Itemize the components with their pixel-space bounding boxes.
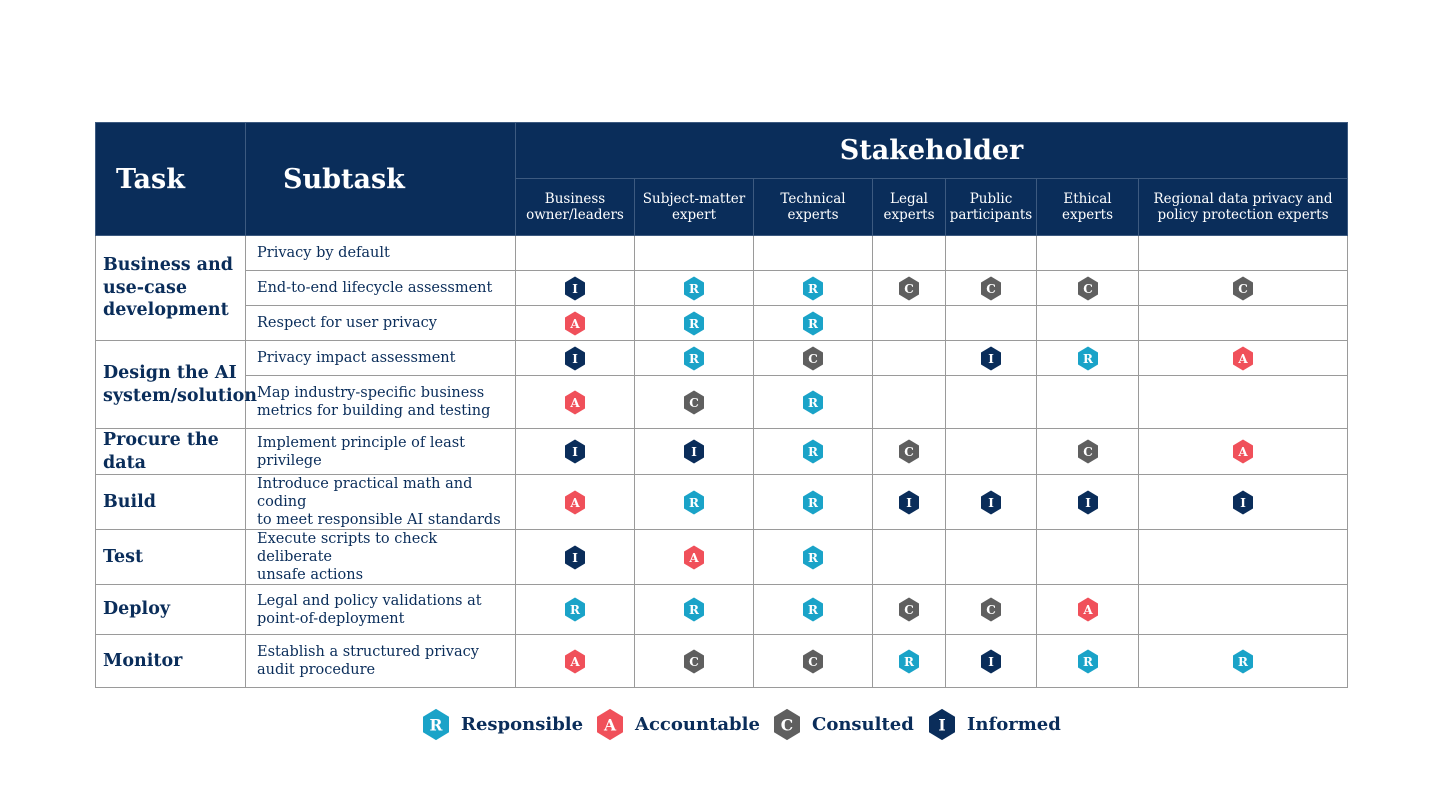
informed-hex-icon [981,649,1001,674]
informed-hex-icon [684,439,704,464]
raci-cell [635,236,754,271]
responsible-hex-icon [1078,346,1098,371]
consulted-hex-icon [774,708,800,741]
text-line: Privacy by default [257,245,390,261]
raci-cell [516,530,635,585]
raci-cell [946,429,1037,475]
svg-text:C: C [780,714,794,734]
raci-cell [754,306,873,341]
accountable-hex-icon [565,311,585,336]
raci-cell [873,341,946,376]
raci-cell [873,271,946,306]
raci-cell [516,341,635,376]
text-line: Design the AI [103,363,237,383]
raci-cell [1139,635,1348,688]
task-cell [96,585,246,635]
text-line: Public [969,191,1013,207]
raci-cell [873,376,946,429]
accountable-hex-icon [597,708,623,741]
stakeholder-column-header [946,179,1037,236]
raci-cell [1139,341,1348,376]
raci-cell [1037,475,1139,530]
text-line: owner/leaders [526,207,624,223]
subtask-cell [246,429,516,475]
svg-text:R: R [808,550,818,565]
raci-cell [1037,341,1139,376]
text-line: Map industry-specific business [257,385,485,401]
raci-cell [946,341,1037,376]
svg-text:R: R [429,714,443,734]
raci-cell [873,429,946,475]
raci-cell [516,376,635,429]
text-line: Regional data privacy and [1153,191,1333,207]
svg-text:C: C [986,281,996,296]
svg-text:R: R [689,603,699,618]
svg-text:I: I [572,281,578,296]
responsible-hex-icon [803,490,823,515]
text-line: Implement principle of least privilege [257,434,465,469]
text-line: unsafe actions [257,567,364,583]
svg-text:R: R [808,395,818,410]
raci-cell [754,635,873,688]
raci-cell [946,236,1037,271]
svg-text:R: R [689,316,699,331]
informed-hex-icon [565,276,585,301]
svg-text:R: R [1082,654,1093,669]
text-line: Respect for user privacy [257,315,437,331]
stakeholder-column-header [635,179,754,236]
legend-item [423,705,583,743]
svg-text:I: I [906,495,912,510]
svg-text:C: C [808,351,818,366]
table-row [96,236,1348,271]
subtask-cell [246,306,516,341]
stakeholder-column-header [873,179,946,236]
legend-label: Consulted [812,713,914,735]
text-line: Execute scripts to check deliberate [257,531,438,565]
raci-cell [1037,236,1139,271]
text-line: Test [103,546,144,567]
svg-text:A: A [570,316,580,331]
informed-hex-icon [1078,490,1098,515]
svg-text:C: C [1082,281,1093,296]
raci-cell [516,429,635,475]
svg-text:R: R [808,281,818,296]
raci-cell [1139,376,1348,429]
raci-cell [635,429,754,475]
svg-text:R: R [808,316,818,331]
raci-cell [635,475,754,530]
svg-text:I: I [572,351,578,366]
svg-text:C: C [904,603,914,618]
raci-cell [873,530,946,585]
subtask-cell [246,271,516,306]
svg-text:R: R [570,603,580,618]
raci-cell [754,585,873,635]
text-line: End-to-end lifecycle assessment [257,280,493,296]
consulted-hex-icon [803,649,823,674]
raci-cell [1037,530,1139,585]
svg-text:I: I [572,445,578,460]
task-cell [96,475,246,530]
stakeholder-column-header [1139,179,1348,236]
raci-cell [946,271,1037,306]
text-line: system/solution [103,385,258,406]
svg-text:A: A [570,395,580,410]
accountable-hex-icon [1233,439,1253,464]
responsible-hex-icon [1078,649,1098,674]
subtask-cell [246,475,516,530]
svg-text:C: C [1082,445,1093,460]
accountable-hex-icon [565,649,585,674]
raci-cell [516,306,635,341]
responsible-hex-icon [684,311,704,336]
text-line: policy protection experts [1157,207,1329,223]
legend-label: Responsible [461,713,584,735]
consulted-hex-icon [684,649,704,674]
header-subtask: Subtask [246,123,516,236]
table-row [96,635,1348,688]
svg-text:C: C [1238,281,1248,296]
raci-matrix-table [95,122,1348,688]
consulted-hex-icon [981,597,1001,622]
text-line: development [103,300,229,321]
header-task: Task [96,123,246,236]
svg-text:C: C [808,654,818,669]
raci-cell [1139,475,1348,530]
text-line: participants [949,207,1033,223]
table-row [96,585,1348,635]
raci-cell [873,236,946,271]
legend-item [597,705,760,743]
svg-text:R: R [689,495,699,510]
legend-item [774,705,914,743]
svg-text:C: C [904,281,914,296]
raci-cell [946,376,1037,429]
text-line: Monitor [103,650,183,671]
text-line: Business and [103,255,233,276]
svg-text:R: R [689,351,699,366]
text-line: use-case [103,277,187,298]
subtask-cell [246,376,516,429]
svg-text:I: I [938,714,946,734]
raci-cell [754,341,873,376]
text-line: Technical experts [780,191,846,223]
text-line: Deploy [103,599,171,620]
svg-text:R: R [808,445,818,460]
consulted-hex-icon [1078,439,1098,464]
raci-cell [1037,306,1139,341]
table-row [96,376,1348,429]
responsible-hex-icon [684,490,704,515]
informed-hex-icon [1233,490,1253,515]
responsible-hex-icon [1233,649,1253,674]
raci-cell [635,530,754,585]
svg-text:A: A [1082,603,1093,618]
subtask-cell [246,341,516,376]
svg-text:A: A [570,654,580,669]
informed-hex-icon [565,439,585,464]
raci-cell [1037,271,1139,306]
consulted-hex-icon [803,346,823,371]
table-row [96,475,1348,530]
raci-cell [1139,271,1348,306]
responsible-hex-icon [803,276,823,301]
text-line: experts [883,207,935,223]
svg-text:R: R [904,654,914,669]
svg-text:R: R [808,603,818,618]
raci-cell [1139,306,1348,341]
svg-text:A: A [603,714,617,734]
raci-cell [754,530,873,585]
svg-text:C: C [689,395,699,410]
raci-cell [516,271,635,306]
raci-cell [873,635,946,688]
text-line: Legal [890,191,928,207]
legend-label: Accountable [635,713,760,735]
raci-cell [635,376,754,429]
subtask-cell [246,530,516,585]
svg-text:I: I [572,550,578,565]
accountable-hex-icon [565,490,585,515]
raci-cell [1139,236,1348,271]
svg-text:I: I [988,351,994,366]
table-row [96,341,1348,376]
subtask-cell [246,635,516,688]
responsible-hex-icon [803,545,823,570]
raci-cell [1139,530,1348,585]
text-line: Privacy impact assessment [257,350,456,366]
svg-text:I: I [1084,495,1091,510]
responsible-hex-icon [684,597,704,622]
raci-cell [1037,429,1139,475]
raci-cell [1037,585,1139,635]
responsible-hex-icon [565,597,585,622]
table-row [96,530,1348,585]
raci-cell [946,530,1037,585]
responsible-hex-icon [899,649,919,674]
raci-cell [873,585,946,635]
raci-cell [516,236,635,271]
text-line: point-of-deployment [257,610,405,627]
raci-cell [516,635,635,688]
responsible-hex-icon [803,311,823,336]
informed-hex-icon [929,708,955,741]
legend-item [929,705,1061,743]
text-line: Procure the data [103,430,219,473]
informed-hex-icon [981,490,1001,515]
legend-label: Informed [967,713,1061,735]
task-cell [96,429,246,475]
text-line: audit procedure [257,662,376,678]
svg-text:A: A [570,495,580,510]
responsible-hex-icon [803,597,823,622]
raci-cell [516,585,635,635]
accountable-hex-icon [1078,597,1098,622]
svg-text:R: R [1238,654,1248,669]
text-line: Establish a structured privacy [257,644,479,660]
table-row [96,429,1348,475]
raci-cell [754,429,873,475]
text-line: to meet responsible AI standards [257,512,501,528]
stakeholder-column-header [516,179,635,236]
svg-text:I: I [988,495,994,510]
svg-text:I: I [988,654,994,669]
responsible-hex-icon [803,390,823,415]
text-line: Business [544,191,606,207]
task-cell [96,635,246,688]
text-line: Build [103,491,157,512]
task-cell [96,341,258,429]
task-cell [96,236,246,341]
stakeholder-column-header [1037,179,1139,236]
consulted-hex-icon [1078,276,1098,301]
raci-cell [635,585,754,635]
raci-cell [946,306,1037,341]
accountable-hex-icon [684,545,704,570]
raci-cell [946,635,1037,688]
svg-text:I: I [691,445,697,460]
svg-text:I: I [1240,495,1246,510]
raci-cell [946,475,1037,530]
raci-cell [873,306,946,341]
task-cell [96,530,246,585]
text-line: metrics for building and testing [257,403,491,419]
text-line: Ethical [1063,191,1112,207]
informed-hex-icon [565,545,585,570]
svg-text:C: C [689,654,699,669]
raci-cell [754,236,873,271]
consulted-hex-icon [1233,276,1253,301]
informed-hex-icon [981,346,1001,371]
raci-cell [1139,585,1348,635]
svg-text:A: A [1238,351,1248,366]
raci-cell [946,585,1037,635]
text-line: Subject-matter [642,191,746,207]
svg-text:R: R [808,495,818,510]
subtask-cell [246,585,516,635]
text-line: Introduce practical math and coding [257,476,473,510]
raci-cell [754,475,873,530]
accountable-hex-icon [565,390,585,415]
raci-cell [754,271,873,306]
raci-cell [635,306,754,341]
svg-text:A: A [689,550,699,565]
consulted-hex-icon [899,439,919,464]
svg-text:C: C [986,603,996,618]
header-stakeholder: Stakeholder [516,123,1348,179]
consulted-hex-icon [981,276,1001,301]
raci-cell [1037,635,1139,688]
raci-cell [635,635,754,688]
raci-cell [873,475,946,530]
table-row [96,271,1348,306]
subtask-cell [246,236,516,271]
svg-text:R: R [689,281,699,296]
consulted-hex-icon [684,390,704,415]
svg-text:C: C [904,445,914,460]
matrix-body [96,236,1348,688]
raci-cell [635,341,754,376]
text-line: expert [671,207,717,223]
informed-hex-icon [899,490,919,515]
consulted-hex-icon [899,597,919,622]
table-row [96,306,1348,341]
raci-cell [754,376,873,429]
consulted-hex-icon [899,276,919,301]
svg-text:R: R [1082,351,1093,366]
responsible-hex-icon [803,439,823,464]
accountable-hex-icon [1233,346,1253,371]
responsible-hex-icon [684,346,704,371]
raci-cell [516,475,635,530]
svg-text:A: A [1238,445,1248,460]
raci-cell [635,271,754,306]
raci-cell [1037,376,1139,429]
informed-hex-icon [565,346,585,371]
stakeholder-column-header [754,179,873,236]
responsible-hex-icon [423,708,449,741]
responsible-hex-icon [684,276,704,301]
raci-cell [1139,429,1348,475]
text-line: Legal and policy validations at [257,592,482,609]
text-line: experts [1061,207,1114,223]
